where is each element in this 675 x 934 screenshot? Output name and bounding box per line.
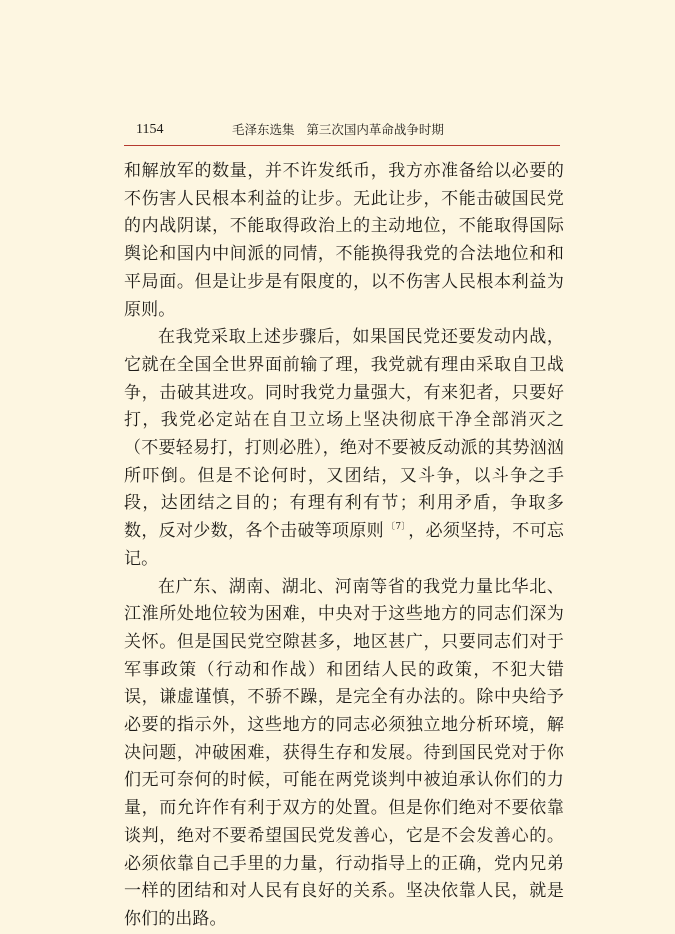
running-title: 毛泽东选集 第三次国内革命战争时期 <box>232 122 444 137</box>
paragraph-text: 在广东、湖南、湖北、河南等省的我党力量比华北、江淮所处地位较为困难，中央对于这些地方的同志们深为关怀。但是国民党空隙甚多，地区甚广，只要同志们对于军事政策（行动和作战）和团结人民的政策，不犯大错误，谦虚谨慎，不骄不躁，是完全有办法的。除中央给予必要的指示外，这些地方的同志必须独立地分析环境，解决问题，冲破困难，获得生存和发展。待到国民党对于你们无可奈何的时候，可能在两党谈判中被迫承认你们的力量，而允许作有利于双方的处置。但是你们绝对不要依靠谈判，绝对不要希望国民党发善心，它是不会发善心的。必须依靠自己手里的力量，行动指导上的正确，党内兄弟一样的团结和对人民有良好的关系。坚决依靠人民，就是你们的出路。 <box>124 576 564 929</box>
page-header <box>124 118 560 146</box>
paragraph-text: ，必须坚持，不可忘记。 <box>124 521 564 569</box>
paragraph-2 <box>124 324 564 573</box>
paragraph-text: 在我党采取上述步骤后，如果国民党还要发动内战，它就在全国全世界面前输了理，我党就有理由采取自卫战争，击破其进攻。同时我党力量强大，有来犯者，只要好打，我党必定站在自卫立场上坚决彻底干净全部消灭之（不要轻易打，打则必胜），绝对不要被反动派的其势汹汹所吓倒。但是不论何时，又团结，又斗争，以斗争之手段，达团结之目的；有理有利有节；利用矛盾，争取多数，反对少数，各个击破等项原则 <box>124 327 564 542</box>
paragraph-text: 和解放军的数量，并不许发纸币，我方亦准备给以必要的不伤害人民根本利益的让步。无此让步，不能击破国民党的内战阴谋，不能取得政治上的主动地位，不能取得国际舆论和国内中间派的同情，不能换得我党的合法地位和和平局面。但是让步是有限度的，以不伤害人民根本利益为原则。 <box>124 161 564 320</box>
paragraph-1 <box>124 158 564 324</box>
paragraph-3 <box>124 574 564 934</box>
body-text <box>124 158 564 934</box>
footnote-marker[interactable]: 〔7〕 <box>386 522 407 533</box>
page-number: 1154 <box>136 122 164 137</box>
